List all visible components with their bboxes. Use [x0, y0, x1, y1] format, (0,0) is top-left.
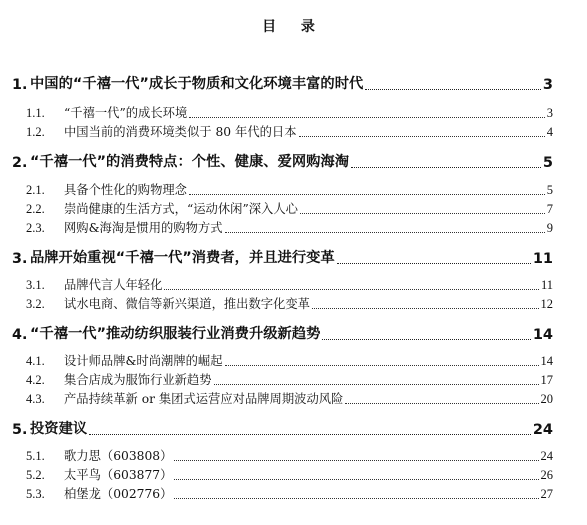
page-number: 14: [540, 354, 553, 368]
toc-subsection-1-1[interactable]: [26, 104, 553, 121]
page-number: 26: [540, 468, 553, 482]
subsection-title: 试水电商、微信等新兴渠道，推出数字化变革: [64, 297, 310, 311]
dot-leader: [365, 89, 541, 90]
subsection-title: 设计师品牌&时尚潮牌的崛起: [64, 354, 223, 368]
toc-section-3[interactable]: [12, 247, 553, 267]
toc-subsection-5-1[interactable]: [26, 447, 553, 464]
page-number: 20: [540, 392, 553, 406]
subsection-number: 4.1.: [26, 354, 45, 368]
subsection-title: 歌力思（603808）: [64, 449, 173, 463]
dot-leader: [322, 339, 530, 340]
subsection-number: 2.3.: [26, 221, 45, 235]
subsection-number: 3.1.: [26, 278, 45, 292]
dot-leader: [225, 232, 545, 233]
section-title: 中国的“千禧一代”成长于物质和文化环境丰富的时代: [30, 76, 364, 92]
dot-leader: [214, 384, 539, 385]
toc-subsection-3-2[interactable]: [26, 295, 553, 312]
dot-leader: [351, 167, 541, 168]
section-title: “千禧一代”的消费特点：个性、健康、爱网购海淘: [30, 154, 350, 170]
page-number: 5: [546, 183, 553, 197]
toc-subsection-3-1[interactable]: [26, 276, 553, 293]
dot-leader: [174, 498, 538, 499]
subsection-title: 柏堡龙（002776）: [64, 487, 173, 501]
toc-subsection-2-3[interactable]: [26, 219, 553, 236]
dot-leader: [174, 479, 538, 480]
toc-subsection-5-3[interactable]: [26, 485, 553, 502]
subsection-number: 5.2.: [26, 468, 45, 482]
dot-leader: [225, 365, 539, 366]
page-number: 7: [546, 202, 553, 216]
subsection-title: 集合店成为服饰行业新趋势: [64, 373, 212, 387]
page-number: 9: [546, 221, 553, 235]
dot-leader: [300, 213, 545, 214]
toc-subsection-4-1[interactable]: [26, 352, 553, 369]
toc-section-2[interactable]: [12, 151, 553, 171]
page-number: 3: [542, 77, 553, 93]
toc-title: 目 录: [262, 19, 325, 35]
section-number: 1.: [12, 77, 28, 93]
dot-leader: [189, 194, 545, 195]
toc-subsection-4-3[interactable]: [26, 390, 553, 407]
toc-section-4[interactable]: [12, 323, 553, 343]
toc-section-5[interactable]: [12, 418, 553, 438]
subsection-number: 1.2.: [26, 125, 45, 139]
subsection-number: 5.3.: [26, 487, 45, 501]
toc-subsection-2-2[interactable]: [26, 200, 553, 217]
page-number: 4: [546, 125, 553, 139]
page-number: 12: [540, 297, 553, 311]
subsection-title: 中国当前的消费环境类似于 80 年代的日本: [64, 125, 297, 139]
page-number: 3: [546, 106, 553, 120]
subsection-number: 3.2.: [26, 297, 45, 311]
dot-leader: [189, 117, 545, 118]
subsection-title: 太平鸟（603877）: [64, 468, 173, 482]
toc-subsection-2-1[interactable]: [26, 181, 553, 198]
dot-leader: [337, 263, 531, 264]
page-number: 17: [540, 373, 553, 387]
dot-leader: [164, 289, 539, 290]
section-title: “千禧一代”推动纺织服装行业消费升级新趋势: [30, 326, 321, 342]
dot-leader: [299, 136, 545, 137]
dot-leader: [174, 460, 538, 461]
dot-leader: [89, 434, 531, 435]
section-number: 3.: [12, 251, 28, 267]
section-number: 4.: [12, 327, 28, 343]
section-title: 投资建议: [30, 421, 88, 437]
toc-subsection-4-2[interactable]: [26, 371, 553, 388]
section-title: 品牌开始重视“千禧一代”消费者，并且进行变革: [30, 250, 335, 266]
page-number: 11: [540, 278, 553, 292]
subsection-title: 网购&海淘是惯用的购物方式: [64, 221, 223, 235]
section-number: 2.: [12, 155, 28, 171]
subsection-number: 2.2.: [26, 202, 45, 216]
subsection-title: 具备个性化的购物理念: [64, 183, 187, 197]
subsection-number: 4.2.: [26, 373, 45, 387]
page-number: 11: [532, 251, 553, 267]
page-number: 24: [540, 449, 553, 463]
section-number: 5.: [12, 422, 28, 438]
dot-leader: [345, 403, 538, 404]
subsection-title: 崇尚健康的生活方式，“运动休闲”深入人心: [64, 202, 298, 216]
subsection-number: 4.3.: [26, 392, 45, 406]
subsection-number: 5.1.: [26, 449, 45, 463]
page-number: 14: [532, 327, 553, 343]
toc-subsection-5-2[interactable]: [26, 466, 553, 483]
subsection-number: 1.1.: [26, 106, 45, 120]
toc-section-1[interactable]: [12, 73, 553, 93]
toc-subsection-1-2[interactable]: [26, 123, 553, 140]
dot-leader: [312, 308, 539, 309]
subsection-number: 2.1.: [26, 183, 45, 197]
page-number: 27: [540, 487, 553, 501]
subsection-title: 产品持续革新 or 集团式运营应对品牌周期波动风险: [64, 392, 344, 406]
subsection-title: 品牌代言人年轻化: [64, 278, 163, 292]
page-number: 24: [532, 422, 553, 438]
page-number: 5: [542, 155, 553, 171]
subsection-title: “千禧一代”的成长环境: [64, 106, 188, 120]
